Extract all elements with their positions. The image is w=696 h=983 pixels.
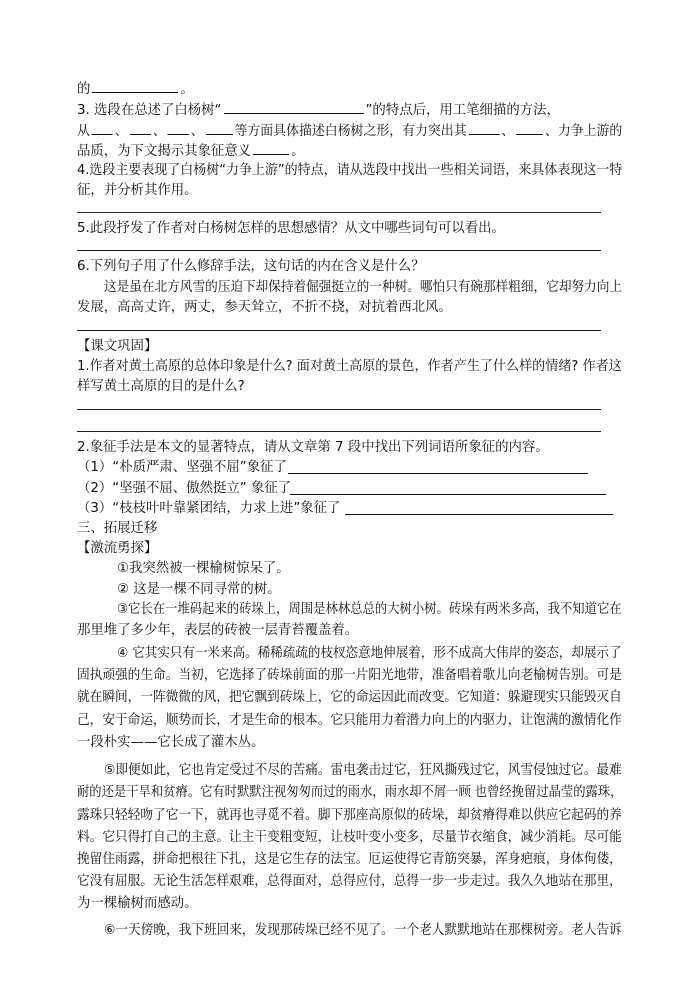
text: 。 — [291, 144, 305, 159]
text: 、 — [501, 124, 515, 139]
q3-line-3 — [77, 141, 304, 161]
q6-line: 6.下列句子用了什么修辞手法，这句话的内在含义是什么？ — [77, 259, 425, 274]
answer-blank[interactable] — [168, 121, 189, 135]
paragraph-5-line-3: 露珠只轻轻吻了它一下，就再也寻觅不着。脚下那座高原似的砖垛，却贫瘠得难以供应它起码的养 — [77, 808, 622, 823]
q4-line-1: 4.选段主要表现了白杨树“力争上游”的特点，请从选段中找出一些相关词语，来具体表现这一特 — [77, 163, 623, 178]
review-q2-item-2: （2）“坚强不屈、傲然挺立” 象征了 — [77, 481, 292, 496]
answer-blank[interactable] — [253, 141, 289, 155]
answer-blank[interactable] — [224, 100, 364, 114]
q4-line-2: 征，并分析其作用。 — [77, 183, 198, 198]
paragraph-4-line-4: 己，安于命运，顺势而长，才是生命的根本。它只能用力着潜力向上的内驱力，让饱满的激情化作 — [77, 713, 622, 728]
answer-blank[interactable] — [288, 473, 588, 474]
q3-line-1 — [77, 100, 560, 120]
paragraph-1: ①我突然被一棵榆树惊呆了。 — [117, 561, 290, 576]
answer-blank[interactable] — [345, 514, 613, 515]
paragraph-5-line-4: 料。它只得打自己的主意。让主干变粗变短，让枝叶变小变多，尽量节衣缩食，减少消耗。尽可能 — [77, 830, 622, 845]
answer-blank[interactable] — [92, 79, 178, 93]
review-q2-item-1: （1）“朴质严肃、坚强不屈”象征了 — [77, 460, 287, 475]
text: 品质，为下文揭示其象征意义 — [77, 144, 252, 159]
paragraph-4-line-3: 就在瞬间，一阵微微的风，把它飘到砖垛上，它的命运因此而改变。它知道：躲避现实只能毁灭自 — [77, 690, 622, 705]
text: ”的特点后，用工笔细描的方法， — [365, 103, 560, 118]
answer-blank[interactable] — [206, 121, 233, 135]
text: 、 — [152, 124, 166, 139]
text: 等方面具体描述白杨树之形，有力突出其 — [234, 124, 467, 139]
paragraph-5-line-7: 为一棵榆树而感动。 — [77, 896, 198, 911]
review-q1-line-1: 1.作者对黄土高原的总体印象是什么? 面对黄土高原的景色，作者产生了什么样的情绪? 作者这 — [77, 359, 622, 374]
answer-line[interactable] — [77, 409, 601, 410]
text: 3. 选段在总述了白杨树“ — [77, 103, 222, 118]
answer-line[interactable] — [77, 212, 601, 213]
paragraph-4-line-1: ④ 它其实只有一米来高。稀稀疏疏的枝杈恣意地伸展着，形不成高大伟岸的姿态，却展示了 — [117, 646, 622, 661]
text: 、 — [114, 124, 128, 139]
paragraph-5-line-5: 挽留住雨露，拼命把根往下扎，这是它生存的法宝。厄运使得它青筋突暴，浑身疤痕，身体佝偻， — [77, 852, 622, 867]
paragraph-4-line-5: 一段朴实——它长成了灌木丛。 — [77, 735, 265, 750]
answer-blank[interactable] — [92, 121, 113, 135]
q6-quote-line-2: 发展，高高丈许，两丈，参天耸立，不折不挠，对抗着西北风。 — [77, 300, 452, 315]
answer-blank[interactable] — [469, 121, 500, 135]
q5-line: 5.此段抒发了作者对白杨树怎样的思想感情？从文中哪些词句可以看出。 — [77, 221, 505, 236]
paragraph-5-line-2: 耐的还是干旱和贫瘠。它有时默默注视匆匆而过的雨水，雨水却不屑一顾 也曾经挽留过晶莹的露珠， — [77, 785, 623, 800]
answer-line[interactable] — [77, 330, 601, 331]
answer-line[interactable] — [77, 431, 601, 432]
section-review-heading: 【课文巩固】 — [77, 339, 158, 354]
section-explore-heading: 【激流勇探】 — [77, 541, 158, 556]
text: 、力争上游的 — [544, 124, 623, 139]
paragraph-2: ② 这是一棵不同寻常的树。 — [117, 582, 281, 597]
answer-line[interactable] — [77, 250, 601, 251]
paragraph-5-line-6: 它没有屈服。无论生活怎样艰难，总得面对，总得应付，总得一步一步走过。我久久地站在那里， — [77, 874, 622, 889]
paragraph-5-line-1: ⑤即便如此，它也肯定受过不尽的苦痛。雷电袭击过它，狂风撕残过它，风雪侵蚀过它。最难 — [104, 763, 622, 778]
q6-quote-line-1: 这是虽在北方风雪的压迫下却保持着倔强挺立的一种树。哪怕只有碗那样粗细，它却努力向上 — [104, 280, 622, 295]
paragraph-6-line-1: ⑥一天傍晚，我下班回来，发现那砖垛已经不见了。一个老人默默地站在那棵树旁。老人告诉 — [104, 923, 622, 938]
q3-line-2 — [77, 121, 622, 141]
paragraph-3-line-1: ③它长在一堆码起来的砖垛上，周围是林林总总的大树小树。砖垛有两米多高，我不知道它在 — [117, 602, 622, 617]
text: 的 — [77, 82, 91, 97]
review-q2-item-3: （3）“枝枝叶叶靠紧团结，力求上进”象征了 — [77, 501, 341, 516]
review-q1-line-2: 样写黄土高原的目的是什么? — [77, 379, 245, 394]
paragraph-4-line-2: 固执顽强的生命。当初，它选择了砖垛前面的那一片阳光地带，准备唱着歌儿向老榆树告别。可是 — [77, 668, 622, 683]
section-3-heading: 三、拓展迁移 — [77, 521, 158, 536]
text: 从 — [77, 124, 90, 139]
answer-blank[interactable] — [516, 121, 543, 135]
text: 。 — [180, 82, 194, 97]
review-q2-line: 2.象征手法是本文的显著特点，请从文章第 7 段中找出下列词语所象征的内容。 — [77, 440, 549, 455]
answer-blank[interactable] — [130, 121, 151, 135]
text: 、 — [190, 124, 204, 139]
paragraph-3-line-2: 那里堆了多少年，表层的砖被一层青苔覆盖着。 — [77, 623, 359, 638]
answer-blank[interactable] — [290, 494, 606, 495]
q2-tail-line — [77, 79, 194, 99]
